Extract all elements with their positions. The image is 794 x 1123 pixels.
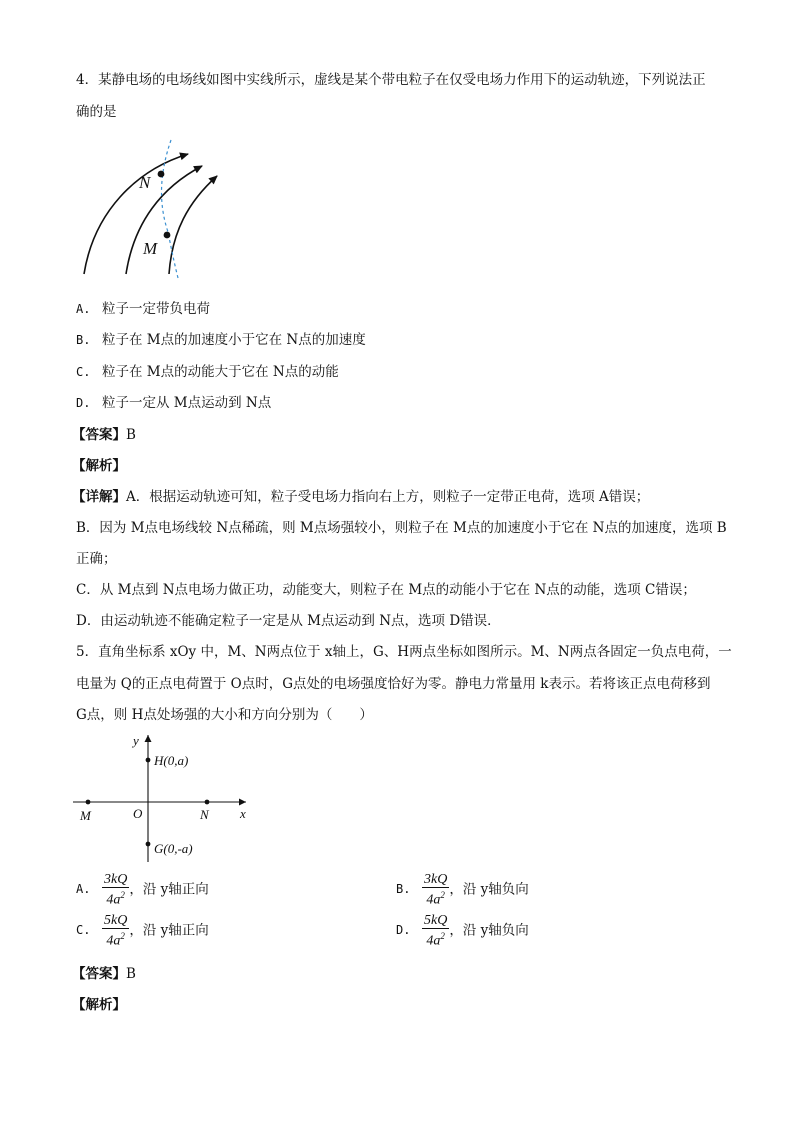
q4-detail-c: C．从 M点到 N点电场力做正功，动能变大，则粒子在 M点的动能小于它在 N点的动能，选项 C错误； xyxy=(76,582,696,598)
point-N xyxy=(158,171,165,178)
label-M: M xyxy=(143,239,158,258)
q5-option-d: D. $\frac{5kQ}{4a^2}$ ，沿 y轴负向 xyxy=(396,913,529,949)
q5-analysis-tag: 【解析】 xyxy=(72,997,126,1013)
q4-option-b: B. 粒子在 M点的加速度小于它在 N点的加速度 xyxy=(76,332,366,348)
point-M xyxy=(164,232,171,239)
point-N xyxy=(205,800,210,805)
q4-detail-d: D．由运动轨迹不能确定粒子一定是从 M点运动到 N点，选项 D错误． xyxy=(76,613,501,629)
q5-option-b: B. $\frac{3kQ}{4a^2}$ ，沿 y轴负向 xyxy=(396,872,529,908)
x-axis-label: x xyxy=(240,806,246,821)
O-label: O xyxy=(133,806,143,821)
field-line-right xyxy=(169,176,217,274)
q4-field-line-figure xyxy=(76,132,236,280)
q4-detail-a: 【详解】A．根据运动轨迹可知，粒子受电场力指向右上方，则粒子一定带正电荷，选项 A错误； xyxy=(72,489,650,505)
q4-detail-b1: B．因为 M点电场线较 N点稀疏，则 M点场强较小，则粒子在 M点的加速度小于它在 N点的加速度，选项 B xyxy=(76,520,727,536)
q5-stem-line2: 电量为 Q的正点电荷置于 O点时，G点处的电场强度恰好为零。静电力常量用 k表示。若将该正点电荷移到 xyxy=(76,676,711,692)
y-axis-label: y xyxy=(133,733,139,748)
point-M xyxy=(86,800,91,805)
q4-stem-line2: 确的是 xyxy=(76,104,117,120)
N-label: N xyxy=(200,807,209,822)
q5-answer: 【答案】B xyxy=(72,966,136,982)
field-line-left xyxy=(84,154,188,274)
q5-option-c: C. $\frac{5kQ}{4a^2}$ ，沿 y轴正向 xyxy=(76,913,209,949)
G-label: G(0,-a) xyxy=(154,841,193,856)
q4-answer: 【答案】B xyxy=(72,427,136,443)
q5-option-a: A. $\frac{3kQ}{4a^2}$ ，沿 y轴正向 xyxy=(76,872,209,908)
H-label: H(0,a) xyxy=(154,753,189,768)
q5-coordinate-figure xyxy=(70,732,260,864)
q4-detail-b2: 正确； xyxy=(76,551,117,567)
point-H xyxy=(146,758,151,763)
M-label: M xyxy=(80,808,91,823)
point-G xyxy=(146,842,151,847)
q5-stem-line3: G点，则 H点处场强的大小和方向分别为（ ） xyxy=(76,707,373,723)
label-N: N xyxy=(139,173,151,192)
q4-analysis-tag: 【解析】 xyxy=(72,458,126,474)
q5-stem-line1: 5．直角坐标系 xOy 中，M、N两点位于 x轴上，G、H两点坐标如图所示。M、N两点各固定一负点电荷，一 xyxy=(76,644,732,660)
q4-stem-line1: 4．某静电场的电场线如图中实线所示，虚线是某个带电粒子在仅受电场力作用下的运动轨迹，下列说法正 xyxy=(76,72,706,88)
q4-option-a: A. 粒子一定带负电荷 xyxy=(76,301,210,317)
q4-option-d: D. 粒子一定从 M点运动到 N点 xyxy=(76,395,272,411)
field-line-middle xyxy=(126,166,202,274)
q4-option-c: C. 粒子在 M点的动能大于它在 N点的动能 xyxy=(76,364,339,380)
